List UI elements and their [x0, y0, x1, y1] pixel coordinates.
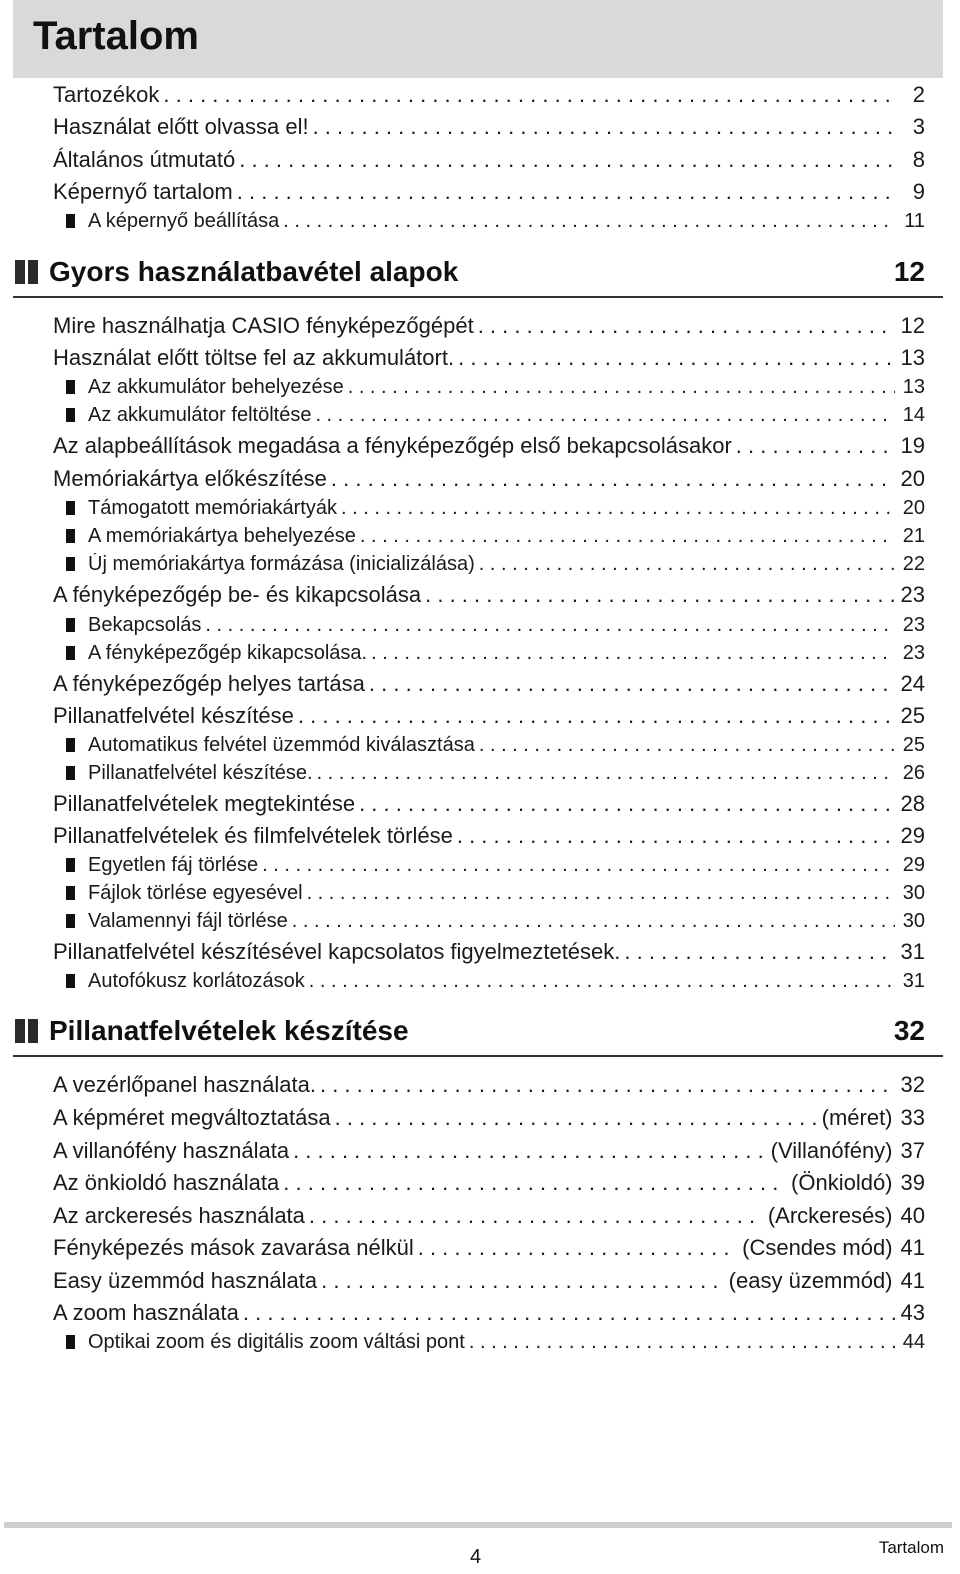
toc-subentry[interactable]	[66, 497, 925, 525]
toc-entry-mode: (Csendes mód)	[742, 1235, 893, 1260]
dot-leader	[458, 345, 894, 371]
dot-leader	[163, 82, 895, 108]
dot-leader	[237, 179, 895, 205]
toc-entry-label: Támogatott memóriakártyák	[88, 497, 337, 519]
toc-entry-page: 20	[900, 466, 925, 491]
toc-subentry[interactable]	[66, 553, 925, 581]
toc-entry-label: A zoom használata	[53, 1300, 239, 1325]
toc-entry[interactable]	[53, 179, 925, 209]
section-heading[interactable]	[13, 250, 943, 298]
toc-entry-page: 44	[902, 1331, 925, 1353]
toc-entry-page: 32	[900, 1072, 925, 1097]
toc-entry-page: 12	[900, 313, 925, 338]
toc-entry[interactable]	[53, 1300, 925, 1330]
toc-subentry[interactable]	[66, 1331, 925, 1359]
toc-entry-page: 28	[900, 791, 925, 816]
section-title: Pillanatfelvételek készítése	[49, 1015, 409, 1046]
toc-entry[interactable]	[53, 147, 925, 177]
section-page: 32	[893, 1015, 925, 1046]
square-bullet-icon	[66, 529, 75, 543]
dot-leader	[457, 823, 895, 849]
toc-entry-label: Easy üzemmód használata	[53, 1268, 318, 1293]
toc-entry-page: 25	[902, 734, 925, 756]
square-bullet-icon	[66, 557, 75, 571]
toc-entry-page: 14	[902, 404, 925, 426]
toc-entry-label: Képernyő tartalom	[53, 179, 233, 204]
toc-subentry[interactable]	[66, 642, 925, 670]
dot-leader	[243, 1300, 895, 1326]
dot-leader	[292, 910, 895, 933]
toc-entry-page: 29	[900, 823, 925, 848]
toc-entry-label: Használat előtt töltse fel az akkumulátort.	[53, 345, 455, 370]
footer-label[interactable]: Tartalom	[878, 1538, 944, 1557]
toc-subentry[interactable]	[66, 210, 925, 238]
toc-entry-label: Pillanatfelvételek megtekintése	[53, 791, 356, 816]
toc-entry-label: A képméret megváltoztatása	[53, 1105, 331, 1130]
toc-entry-page: 37	[900, 1138, 925, 1163]
toc-entry[interactable]	[53, 433, 925, 463]
toc-entry-page: 41	[900, 1268, 925, 1293]
dot-leader	[479, 734, 895, 757]
toc-entry-mode: (Arckeresés)	[767, 1203, 893, 1228]
section-title: Gyors használatbavétel alapok	[49, 256, 459, 287]
dot-leader	[262, 854, 895, 877]
dot-leader	[418, 1235, 736, 1261]
toc-entry-page: 24	[900, 671, 925, 696]
toc-entry[interactable]	[53, 1203, 925, 1233]
toc-entry-label: Optikai zoom és digitális zoom váltási pont	[88, 1331, 465, 1353]
toc-entry-page: 30	[902, 882, 925, 904]
toc-subentry[interactable]	[66, 762, 925, 790]
toc-entry-label: Az önkioldó használata	[53, 1170, 280, 1195]
square-bullet-icon	[66, 766, 75, 780]
toc-entry-page: 23	[902, 642, 925, 664]
dot-leader	[360, 525, 895, 548]
toc-subentry[interactable]	[66, 734, 925, 762]
toc-entry-label: Mire használhatja CASIO fényképezőgépét	[53, 313, 474, 338]
toc-entry[interactable]	[53, 1235, 925, 1265]
dot-leader	[239, 147, 895, 173]
toc-entry-label: Valamennyi fájl törlése	[88, 910, 288, 932]
dot-leader	[315, 404, 895, 427]
toc-entry-page: 29	[902, 854, 925, 876]
toc-entry-page: 40	[900, 1203, 925, 1228]
toc-entry-label: Fájlok törlése egyesével	[88, 882, 303, 904]
toc-entry-label: Pillanatfelvételek és filmfelvételek törlése	[53, 823, 453, 848]
page-title: Tartalom	[33, 14, 199, 58]
toc-entry-page: 41	[900, 1235, 925, 1260]
toc-entry-label: A villanófény használata	[53, 1138, 290, 1163]
toc-entry[interactable]	[53, 671, 925, 701]
toc-entry-page: 26	[902, 762, 925, 784]
dot-leader	[317, 762, 895, 785]
toc-entry-mode: (Önkioldó)	[791, 1170, 893, 1195]
dot-leader	[283, 210, 895, 233]
square-bullet-icon	[66, 1335, 75, 1349]
toc-entry-page: 25	[900, 703, 925, 728]
toc-subentry[interactable]	[66, 614, 925, 642]
square-bullet-icon	[66, 974, 75, 988]
toc-subentry[interactable]	[66, 882, 925, 910]
dot-leader	[425, 582, 894, 608]
square-bullet-icon	[66, 380, 75, 394]
toc-entry-label: Új memóriakártya formázása (inicializálása)	[88, 553, 475, 575]
dot-leader	[298, 703, 895, 729]
dot-leader	[309, 1203, 762, 1229]
dot-leader	[283, 1170, 785, 1196]
toc-entry-page: 11	[904, 210, 925, 232]
toc-entry[interactable]	[53, 313, 925, 343]
dot-leader	[469, 1331, 895, 1354]
toc-entry[interactable]	[53, 582, 925, 612]
toc-entry-label: A memóriakártya behelyezése	[88, 525, 356, 547]
toc-entry-label: Bekapcsolás	[88, 614, 202, 636]
toc-entry[interactable]	[53, 1268, 925, 1298]
section-heading[interactable]	[13, 1009, 943, 1057]
dot-leader	[348, 376, 895, 399]
dot-leader	[205, 614, 895, 637]
toc-entry[interactable]	[53, 823, 925, 853]
toc-entry[interactable]	[53, 703, 925, 733]
toc-entry[interactable]	[53, 82, 925, 112]
toc-entry-label: A fényképezőgép helyes tartása	[53, 671, 365, 696]
toc-entry[interactable]	[53, 1138, 925, 1168]
section-marker-icon	[15, 260, 39, 284]
toc-entry-label: Egyetlen fáj törlése	[88, 854, 259, 876]
toc-subentry[interactable]	[66, 376, 925, 404]
toc-entry-mode: (easy üzemmód)	[728, 1268, 893, 1293]
toc-entry-page: 13	[902, 376, 925, 398]
toc-entry-label: A fényképezőgép kikapcsolása.	[88, 642, 368, 664]
dot-leader	[331, 466, 895, 492]
toc-entry-label: Tartozékok	[53, 82, 160, 107]
dot-leader	[359, 791, 894, 817]
toc-entry-label: Memóriakártya előkészítése	[53, 466, 327, 491]
dot-leader	[736, 433, 895, 459]
toc-entry-label: Pillanatfelvétel készítése.	[88, 762, 313, 784]
toc-entry[interactable]	[53, 791, 925, 821]
toc-entry-label: Automatikus felvétel üzemmód kiválasztása	[88, 734, 475, 756]
dot-leader	[313, 114, 895, 140]
toc-entry[interactable]	[53, 1170, 925, 1200]
toc-entry-page: 3	[912, 114, 925, 139]
toc-entry-label: Használat előtt olvassa el!	[53, 114, 309, 139]
square-bullet-icon	[66, 501, 75, 515]
dot-leader	[371, 642, 895, 665]
toc-subentry[interactable]	[66, 854, 925, 882]
dot-leader	[369, 671, 895, 697]
toc-entry-page: 23	[902, 614, 925, 636]
toc-entry-page: 22	[902, 553, 925, 575]
toc-entry-page: 8	[912, 147, 925, 172]
toc-entry[interactable]	[53, 114, 925, 144]
toc-entry-label: Pillanatfelvétel készítésével kapcsolatos figyelmeztetések.	[53, 939, 621, 964]
toc-entry-mode: (Villanófény)	[770, 1138, 893, 1163]
toc-entry-label: A vezérlőpanel használata.	[53, 1072, 316, 1097]
toc-entry-label: Pillanatfelvétel készítése	[53, 703, 294, 728]
dot-leader	[478, 313, 895, 339]
section-marker-icon	[15, 1019, 39, 1043]
toc-entry-page: 21	[902, 525, 925, 547]
dot-leader	[479, 553, 895, 576]
toc-entry-page: 9	[912, 179, 925, 204]
footer-page-number: 4	[470, 1546, 482, 1568]
toc-entry-label: Autofókusz korlátozások	[88, 970, 305, 992]
toc-entry-label: Az arckeresés használata	[53, 1203, 305, 1228]
toc-entry-page: 23	[900, 582, 925, 607]
toc-entry-label: Az akkumulátor behelyezése	[88, 376, 344, 398]
square-bullet-icon	[66, 914, 75, 928]
toc-entry-page: 19	[900, 433, 925, 458]
toc-entry[interactable]	[53, 345, 925, 375]
dot-leader	[321, 1268, 723, 1294]
toc-entry-page: 43	[900, 1300, 925, 1325]
title-bar	[13, 0, 943, 78]
toc-entry[interactable]	[53, 466, 925, 496]
toc-subentry[interactable]	[66, 970, 925, 998]
toc-entry-page: 39	[900, 1170, 925, 1195]
square-bullet-icon	[66, 618, 75, 632]
dot-leader	[320, 1072, 895, 1098]
square-bullet-icon	[66, 646, 75, 660]
dot-leader	[624, 939, 894, 965]
toc-entry-page: 30	[902, 910, 925, 932]
footer-rule	[4, 1522, 952, 1528]
toc-subentry[interactable]	[66, 910, 925, 938]
toc-entry-page: 20	[902, 497, 925, 519]
square-bullet-icon	[66, 214, 75, 228]
toc-entry-page: 33	[900, 1105, 925, 1130]
toc-entry-page: 31	[900, 939, 925, 964]
toc-entry[interactable]	[53, 1072, 925, 1102]
toc-entry[interactable]	[53, 939, 925, 969]
toc-entry[interactable]	[53, 1105, 925, 1135]
toc-entry-mode: (méret)	[821, 1105, 893, 1130]
square-bullet-icon	[66, 886, 75, 900]
section-page: 12	[893, 256, 925, 287]
dot-leader	[335, 1105, 816, 1131]
toc-entry-label: Fényképezés mások zavarása nélkül	[53, 1235, 414, 1260]
toc-entry-label: Az alapbeállítások megadása a fényképezőgép első bekapcsolásakor	[53, 433, 732, 458]
toc-entry-label: A fényképezőgép be- és kikapcsolása	[53, 582, 422, 607]
dot-leader	[309, 970, 895, 993]
square-bullet-icon	[66, 408, 75, 422]
toc-entry-label: A képernyő beállítása	[88, 210, 280, 232]
square-bullet-icon	[66, 738, 75, 752]
toc-subentry[interactable]	[66, 525, 925, 553]
toc-entry-page: 31	[902, 970, 925, 992]
toc-entry-page: 13	[900, 345, 925, 370]
toc-entry-page: 2	[912, 82, 925, 107]
toc-entry-label: Általános útmutató	[53, 147, 236, 172]
dot-leader	[341, 497, 895, 520]
toc-subentry[interactable]	[66, 404, 925, 432]
dot-leader	[293, 1138, 765, 1164]
dot-leader	[307, 882, 895, 905]
square-bullet-icon	[66, 858, 75, 872]
toc-entry-label: Az akkumulátor feltöltése	[88, 404, 312, 426]
